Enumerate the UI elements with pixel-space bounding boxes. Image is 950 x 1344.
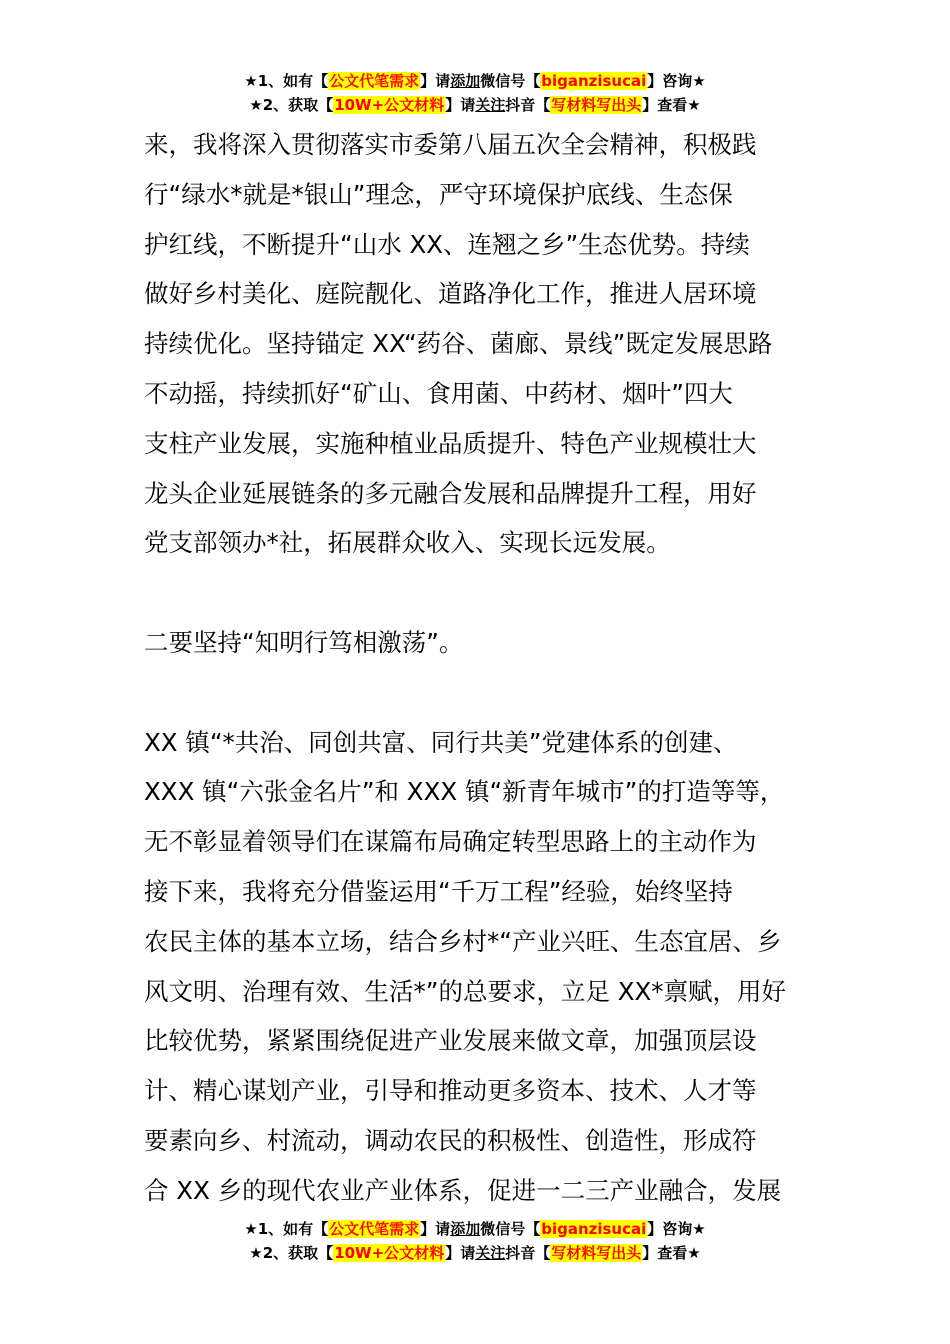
text-line: 农民主体的基本立场，结合乡村*“产业兴旺、生态宜居、乡 <box>144 926 782 956</box>
text-line: XXX 镇“六张金名片”和 XXX 镇“新青年城市”的打造等等， <box>144 777 785 807</box>
text-line: 持续优化。坚持锚定 XX“药谷、菌廊、景线”既定发展思路 <box>144 329 773 359</box>
banner-highlight: 写材料写出头 <box>551 1244 642 1262</box>
paragraph-gap <box>144 568 844 618</box>
banner-text: 】请 <box>420 1220 451 1238</box>
banner-text: 抖音【 <box>505 1244 551 1262</box>
banner-highlight: 公文代笔需求 <box>329 72 420 90</box>
banner-text: 微信号【 <box>480 72 541 90</box>
paragraph <box>144 718 844 1216</box>
text-line: 接下来，我将充分借鉴运用“千万工程”经验，始终坚持 <box>144 876 733 906</box>
banner-underline: 关注 <box>475 1244 506 1262</box>
banner-line-1 <box>0 1217 950 1241</box>
text-line: 合 XX 乡的现代农业产业体系，促进一二三产业融合，发展 <box>144 1175 782 1205</box>
banner-line-1 <box>0 69 950 93</box>
banner-text: ★1、如有【 <box>244 72 329 90</box>
banner-text: 】请 <box>445 96 476 114</box>
banner-highlight: 10W+公文材料 <box>334 96 445 114</box>
text-line: 二要坚持“知明行笃相激荡”。 <box>144 627 464 657</box>
banner-underline: 关注 <box>475 96 506 114</box>
text-line: 计、精心谋划产业，引导和推动更多资本、技术、人才等 <box>144 1076 757 1106</box>
text-line: 党支部领办*社，拓展群众收入、实现长远发展。 <box>144 528 671 558</box>
banner-text: 】咨询★ <box>647 72 706 90</box>
banner-underline: 添加 <box>450 72 481 90</box>
text-line: XX 镇“*共治、同创共富、同行共美”党建体系的创建、 <box>144 727 738 757</box>
banner-highlight: biganzisucai <box>541 1220 647 1238</box>
banner-text: 微信号【 <box>480 1220 541 1238</box>
paragraph <box>144 120 844 568</box>
text-line: 护红线，不断提升“山水 XX、连翘之乡”生态优势。持续 <box>144 229 750 259</box>
text-line: 做好乡村美化、庭院靓化、道路净化工作，推进人居环境 <box>144 279 757 309</box>
banner-highlight: biganzisucai <box>541 72 647 90</box>
text-line: 比较优势，紧紧围绕促进产业发展来做文章，加强顶层设 <box>144 1026 757 1056</box>
banner-text: 抖音【 <box>505 96 551 114</box>
text-line: 龙头企业延展链条的多元融合发展和品牌提升工程，用好 <box>144 478 757 508</box>
banner-line-2 <box>0 1241 950 1265</box>
banner-text: ★1、如有【 <box>244 1220 329 1238</box>
banner-highlight: 公文代笔需求 <box>329 1220 420 1238</box>
text-line: 行“绿水*就是*银山”理念，严守环境保护底线、生态保 <box>144 179 733 209</box>
banner-text: ★2、获取【 <box>249 1244 334 1262</box>
footer-banner <box>0 1217 950 1265</box>
document-body <box>144 120 844 1216</box>
banner-text: ★2、获取【 <box>249 96 334 114</box>
text-line: 无不彰显着领导们在谋篇布局确定转型思路上的主动作为 <box>144 827 757 857</box>
header-banner <box>0 69 950 117</box>
banner-highlight: 写材料写出头 <box>551 96 642 114</box>
text-line: 不动摇，持续抓好“矿山、食用菌、中药材、烟叶”四大 <box>144 378 733 408</box>
banner-text: 】查看★ <box>642 1244 701 1262</box>
text-line: 风文明、治理有效、生活*”的总要求，立足 XX*禀赋，用好 <box>144 976 787 1006</box>
banner-line-2 <box>0 93 950 117</box>
banner-text: 】查看★ <box>642 96 701 114</box>
banner-text: 】请 <box>420 72 451 90</box>
paragraph-gap <box>144 668 844 718</box>
section-heading <box>144 618 844 668</box>
banner-underline: 添加 <box>450 1220 481 1238</box>
text-line: 来，我将深入贯彻落实市委第八届五次全会精神，积极践 <box>144 130 757 159</box>
text-line: 支柱产业发展，实施种植业品质提升、特色产业规模壮大 <box>144 428 757 458</box>
banner-highlight: 10W+公文材料 <box>334 1244 445 1262</box>
banner-text: 】咨询★ <box>647 1220 706 1238</box>
text-line: 要素向乡、村流动，调动农民的积极性、创造性，形成符 <box>144 1125 757 1155</box>
banner-text: 】请 <box>445 1244 476 1262</box>
